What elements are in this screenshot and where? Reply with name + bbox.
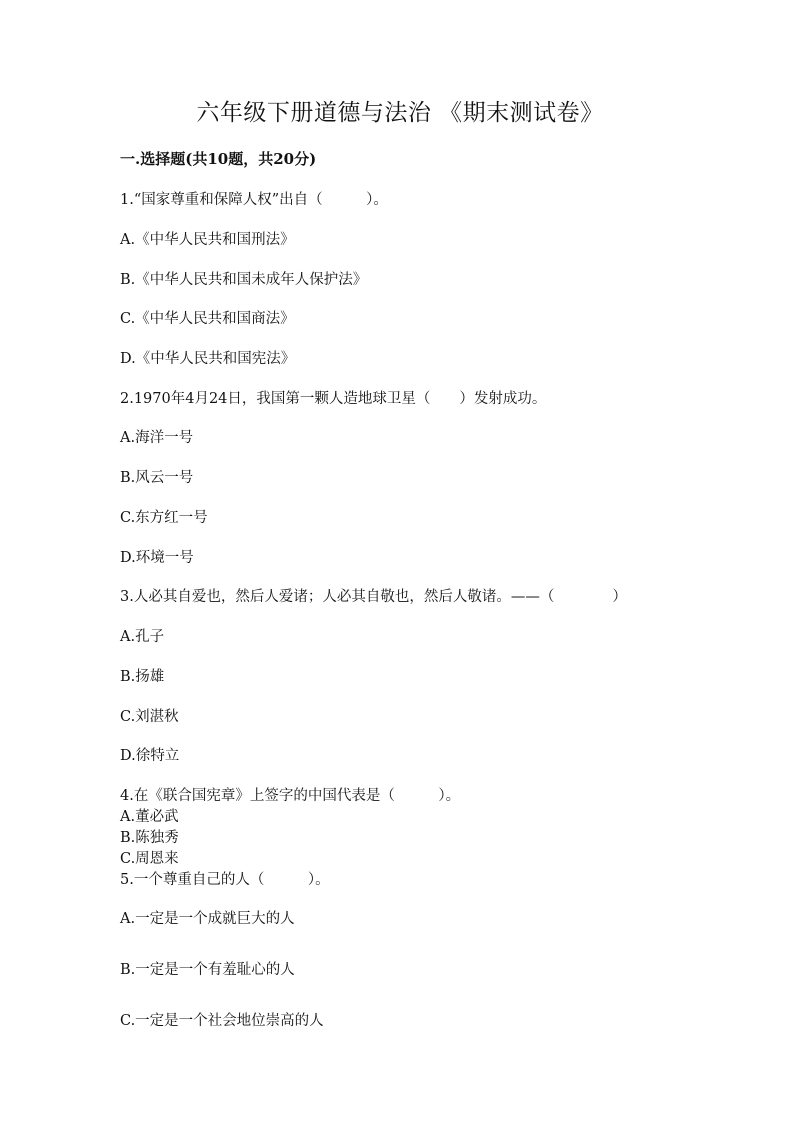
question-option: C.一定是一个社会地位崇高的人 [120,1013,324,1029]
question-option: C.《中华人民共和国商法》 [120,311,295,327]
question-option: A.《中华人民共和国刑法》 [120,232,295,248]
question-option: D.《中华人民共和国宪法》 [120,351,296,367]
question-stem: 2.1970年4月24日，我国第一颗人造地球卫星（ ）发射成功。 [120,391,547,407]
question-option: A.孔子 [120,629,165,645]
question-option: C.刘湛秋 [120,709,179,725]
question-option: B.一定是一个有羞耻心的人 [120,962,295,978]
question-stem: 5.一个尊重自己的人（ ）。 [120,872,330,888]
question-option: B.风云一号 [120,470,194,486]
question-stem: 1.“国家尊重和保障人权”出自（ ）。 [120,192,388,208]
question-option: C.东方红一号 [120,510,208,526]
question-option: D.环境一号 [120,550,194,566]
question-option: A.董必武 [120,809,179,825]
question-stem: 4.在《联合国宪章》上签字的中国代表是（ ）。 [120,788,461,804]
question-option: B.扬雄 [120,669,165,685]
section-heading: 一.选择题(共10题，共20分) [120,150,317,168]
question-option: B.《中华人民共和国未成年人保护法》 [120,272,368,288]
question-stem: 3.人必其自爱也，然后人爱诸；人必其自敬也，然后人敬诸。——（ ） [120,589,627,605]
question-option: A.一定是一个成就巨大的人 [120,911,295,927]
question-option: A.海洋一号 [120,430,194,446]
question-option: C.周恩来 [120,851,179,867]
exam-title: 六年级下册道德与法治 《期末测试卷》 [196,100,604,126]
question-option: B.陈独秀 [120,830,179,846]
question-option: D.徐特立 [120,748,180,764]
